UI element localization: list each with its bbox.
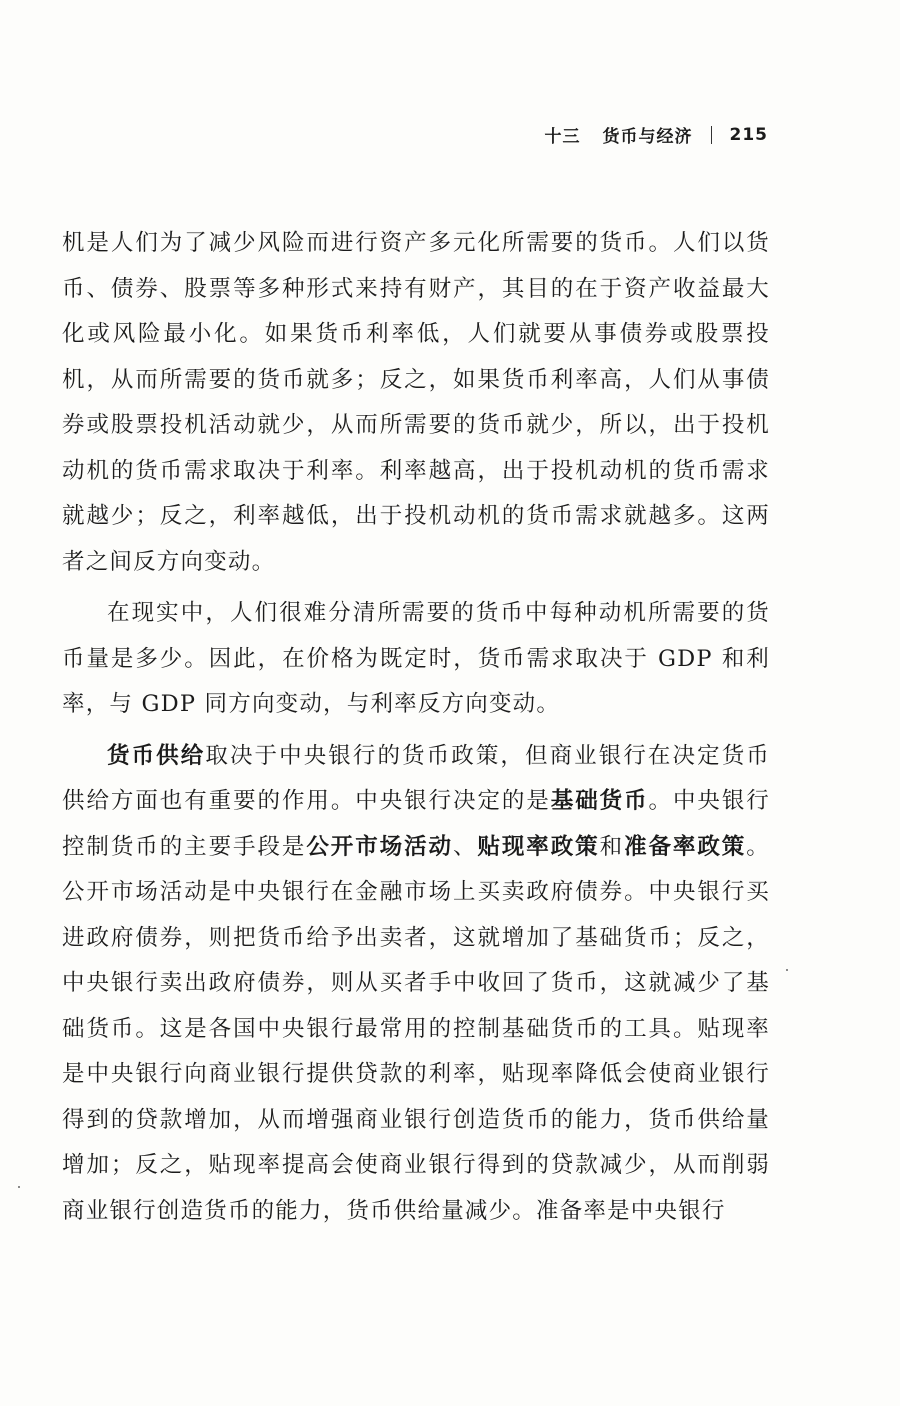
text-segment: 、 — [453, 833, 478, 860]
term-discount-rate-policy: 贴现率政策 — [477, 833, 600, 860]
chapter-number: 十三 — [544, 127, 581, 147]
paragraph-money-supply — [62, 734, 770, 1235]
term-open-market-operations: 公开市场活动 — [306, 833, 453, 860]
text-segment: 。公开市场活动是中央银行在金融市场上买卖政府债券。中央银行买进政府债券，则把货币给予出卖者，这就增加了基础货币；反之，中央银行卖出政府债券，则从买者手中收回了货币，这就减少了基础货币。这是各国中央银行最常用的控制基础货币的工具。贴现率是中央银行向商业银行提供贷款的利率，贴现率降低会使商业银行得到的贷款增加，从而增强商业银行创造货币的能力，货币供给量增加；反之，贴现率提高会使商业银行得到的贷款减少，从而削弱商业银行创造货币的能力，货币供给量减少。准备率是中央银行 — [62, 833, 770, 1224]
paragraph-money-demand-summary: 在现实中，人们很难分清所需要的货币中每种动机所需要的货币量是多少。因此，在价格为既定时，货币需求取决于 GDP 和利率，与 GDP 同方向变动，与利率反方向变动。 — [62, 600, 770, 717]
paragraph-speculative-demand: 机是人们为了减少风险而进行资产多元化所需要的货币。人们以货币、债券、股票等多种形式来持有财产，其目的在于资产收益最大化或风险最小化。如果货币利率低，人们就要从事债券或股票投机，从而所需要的货币就多；反之，如果货币利率高，人们从事债券或股票投机活动就少，从而所需要的货币就少，所以，出于投机动机的货币需求取决于利率。利率越高，出于投机动机的货币需求就越少；反之，利率越低，出于投机动机的货币需求就越多。这两者之间反方向变动。 — [62, 230, 770, 575]
header-divider — [711, 126, 712, 144]
text-segment: 取决于中央银行的货币政策，但商业银行在决定货币供给方面也有重要的作用。中央银行决定的是 — [62, 742, 770, 814]
term-base-money: 基础货币 — [550, 788, 649, 814]
chapter-title: 货币与经济 — [602, 127, 693, 147]
body-text — [62, 221, 770, 1240]
running-head — [545, 122, 769, 147]
scan-speck — [18, 1186, 20, 1188]
scan-speck — [786, 969, 788, 971]
text-segment: 和 — [599, 833, 625, 860]
term-money-supply: 货币供给 — [107, 742, 206, 769]
text-segment: 。中央银行控制货币的主要手段是 — [62, 788, 770, 860]
term-reserve-ratio-policy: 准备率政策 — [624, 833, 747, 860]
page-number: 215 — [729, 124, 768, 145]
